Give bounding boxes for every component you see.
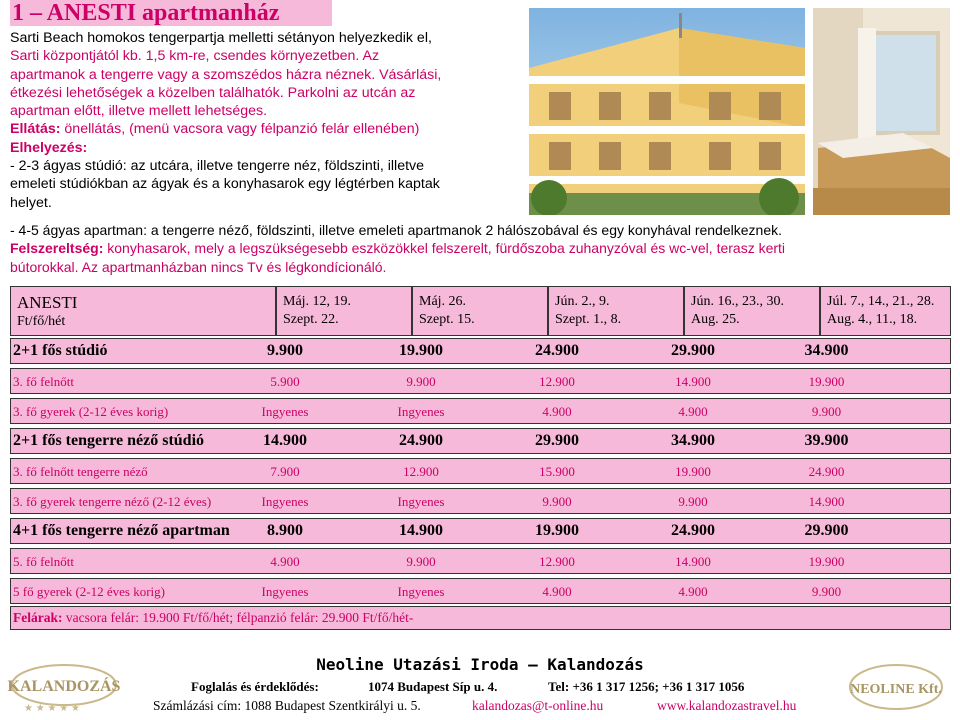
row-label: 3. fő felnőtt — [13, 374, 75, 389]
price-cell: 9.900 — [406, 374, 436, 389]
ellatas-text: önellátás, (menü vacsora vagy félpanzió felár ellenében) — [60, 121, 420, 138]
building-photo — [529, 8, 805, 215]
felarak-text: vacsora felár: 19.900 Ft/fő/hét; félpanzió felár: 29.900 Ft/fő/hét- — [62, 610, 414, 625]
table-row — [10, 518, 951, 544]
price-cell: 12.900 — [403, 464, 439, 479]
price-cell: 19.900 — [675, 464, 711, 479]
price-cell: Ingyenes — [397, 494, 445, 509]
table-row — [10, 398, 951, 424]
intro-line: Sarti központjától kb. 1,5 km-re, csendes környezetben. Az — [10, 48, 380, 65]
period-line: Máj. 12, 19. — [283, 294, 352, 309]
price-cell: Ingyenes — [261, 584, 309, 599]
web-link[interactable]: www.kalandozastravel.hu — [657, 698, 797, 713]
corner-subtitle: Ft/fő/hét — [17, 314, 66, 329]
price-cell: 14.900 — [399, 522, 443, 539]
row-label: 3. fő gyerek tengerre néző (2-12 éves) — [13, 494, 212, 509]
price-cell: 9.900 — [678, 494, 708, 509]
price-cell: 9.900 — [811, 404, 842, 419]
email-link[interactable]: kalandozas@t-online.hu — [472, 698, 604, 713]
contact-label: Foglalás és érdeklődés: — [191, 679, 319, 694]
price-cell: Ingyenes — [397, 404, 445, 419]
price-cell: 4.900 — [678, 584, 708, 599]
price-cell: 9.900 — [267, 342, 303, 359]
price-cell: 12.900 — [539, 554, 575, 569]
price-cell: 24.900 — [808, 464, 845, 479]
price-cell: 24.900 — [535, 342, 579, 359]
table-row — [10, 368, 951, 394]
intro-line: apartman előtt, illetve mellett lehetséges. — [10, 103, 268, 120]
price-cell: 9.900 — [542, 494, 572, 509]
price-cell: Ingyenes — [261, 494, 309, 509]
intro-line: étkezési lehetőségek a közelben találhatók. Parkolni az utcán az — [10, 84, 416, 101]
table-corner — [10, 286, 276, 336]
company-name: Neoline Utazási Iroda – Kalandozás — [316, 655, 644, 674]
price-cell: 24.900 — [399, 432, 443, 449]
price-cell: 8.900 — [267, 522, 303, 539]
price-cell: 19.900 — [535, 522, 579, 539]
table-row — [10, 548, 951, 574]
period-line: Szept. 15. — [419, 312, 475, 327]
period-header — [820, 286, 951, 336]
period-line: Júl. 7., 14., 21., 28. — [827, 294, 935, 309]
price-cell: 39.900 — [804, 432, 849, 449]
phone: Tel: +36 1 317 1256; +36 1 317 1056 — [548, 679, 745, 694]
address: 1074 Budapest Síp u. 4. — [368, 679, 498, 694]
price-cell: 34.900 — [671, 432, 715, 449]
price-cell: 5.900 — [270, 374, 300, 389]
period-line: Aug. 4., 11., 18. — [827, 312, 918, 327]
price-cell: 29.900 — [535, 432, 579, 449]
ellatas-label: Ellátás: — [10, 121, 61, 138]
intro-text — [10, 29, 520, 212]
period-line: Szept. 1., 8. — [555, 312, 622, 327]
room-photo — [813, 8, 950, 215]
felszereltseg-text: konyhasarok, mely a legszükségesebb eszközökkel felszerelt, fürdőszoba zuhanyzóval és wc-vel, terasz kerti — [103, 240, 786, 256]
price-cell: 4.900 — [542, 584, 572, 599]
period-header — [548, 286, 684, 336]
price-cell: Ingyenes — [261, 404, 309, 419]
row-label: 4+1 fős tengerre néző apartman — [13, 522, 230, 539]
period-line: Szept. 22. — [283, 312, 339, 327]
period-header — [412, 286, 548, 336]
elhelyezes-line: helyet. — [10, 194, 52, 211]
price-cell: 9.900 — [406, 554, 436, 569]
price-cell: 19.900 — [808, 554, 845, 569]
price-cell: Ingyenes — [397, 584, 445, 599]
intro-line: apartmanok a tengerre vagy a szomszédos házra néznek. Vásárlási, — [10, 66, 442, 83]
table-row — [10, 488, 951, 514]
svg-text:★ ★ ★ ★ ★: ★ ★ ★ ★ ★ — [24, 703, 80, 714]
billing-address: Számlázási cím: 1088 Budapest Szentkirályi u. 5. — [153, 698, 421, 713]
footer — [0, 655, 960, 719]
intro-line: Sarti Beach homokos tengerpartja melletti sétányon helyezkedik el, — [10, 30, 432, 46]
price-cell: 14.900 — [263, 432, 307, 449]
felszereltseg-label: Felszereltség: — [10, 240, 104, 256]
price-cell: 15.900 — [539, 464, 575, 479]
period-header — [276, 286, 412, 336]
price-cell: 29.900 — [671, 342, 715, 359]
price-cell: 9.900 — [811, 584, 842, 599]
row-label: 2+1 fős tengerre néző stúdió — [13, 432, 205, 449]
period-header — [684, 286, 820, 336]
elhelyezes-line: - 2-3 ágyas stúdió: az utcára, illetve tengerre néz, földszinti, illetve — [10, 158, 425, 175]
felszereltseg-line-2: bútorokkal. Az apartmanházban nincs Tv és légkondícionáló. — [10, 259, 387, 275]
table-row — [10, 578, 951, 604]
price-cell: 12.900 — [539, 374, 575, 389]
table-row — [10, 458, 951, 484]
felarak-label: Felárak: — [13, 610, 63, 625]
period-line: Máj. 26. — [419, 294, 467, 309]
logo-left-text: KALANDOZÁS — [7, 678, 121, 695]
logo-right-text: NEOLINE Kft. — [850, 682, 942, 697]
price-cell: 7.900 — [270, 464, 300, 479]
price-cell: 14.900 — [808, 494, 845, 509]
table-row — [10, 338, 951, 364]
price-cell: 4.900 — [678, 404, 708, 419]
apartman-line: - 4-5 ágyas apartman: a tengerre néző, földszinti, illetve emeleti apartmanok 2 hálószobával és egy konyhával rendelkeznek. — [10, 222, 782, 238]
price-cell: 34.900 — [804, 342, 849, 359]
price-cell: 4.900 — [270, 554, 300, 569]
price-cell: 19.900 — [399, 342, 443, 359]
table-row — [10, 428, 951, 454]
row-label: 2+1 fős stúdió — [13, 342, 108, 359]
row-label: 5. fő felnőtt — [13, 554, 75, 569]
felszereltseg-line — [10, 239, 955, 257]
price-cell: 14.900 — [675, 554, 711, 569]
price-cell: 29.900 — [804, 522, 849, 539]
page-title: 1 – ANESTI apartmanház — [10, 0, 332, 26]
period-line: Jún. 2., 9. — [555, 294, 610, 309]
elhelyezes-label: Elhelyezés: — [10, 139, 88, 156]
row-label: 3. fő gyerek (2-12 éves korig) — [13, 404, 169, 419]
price-cell: 19.900 — [808, 374, 845, 389]
price-cell: 4.900 — [542, 404, 572, 419]
price-cell: 14.900 — [675, 374, 711, 389]
corner-title: ANESTI — [17, 293, 78, 312]
period-line: Jún. 16., 23., 30. — [691, 294, 784, 309]
felarak-row — [10, 606, 951, 630]
period-line: Aug. 25. — [691, 312, 740, 327]
price-cell: 24.900 — [671, 522, 715, 539]
row-label: 5 fő gyerek (2-12 éves korig) — [13, 584, 165, 599]
ellatas-line — [10, 120, 520, 138]
elhelyezes-line: emeleti stúdiókban az ágyak és a konyhasarok egy légtérben kaptak — [10, 176, 440, 193]
row-label: 3. fő felnőtt tengerre néző — [13, 464, 148, 479]
